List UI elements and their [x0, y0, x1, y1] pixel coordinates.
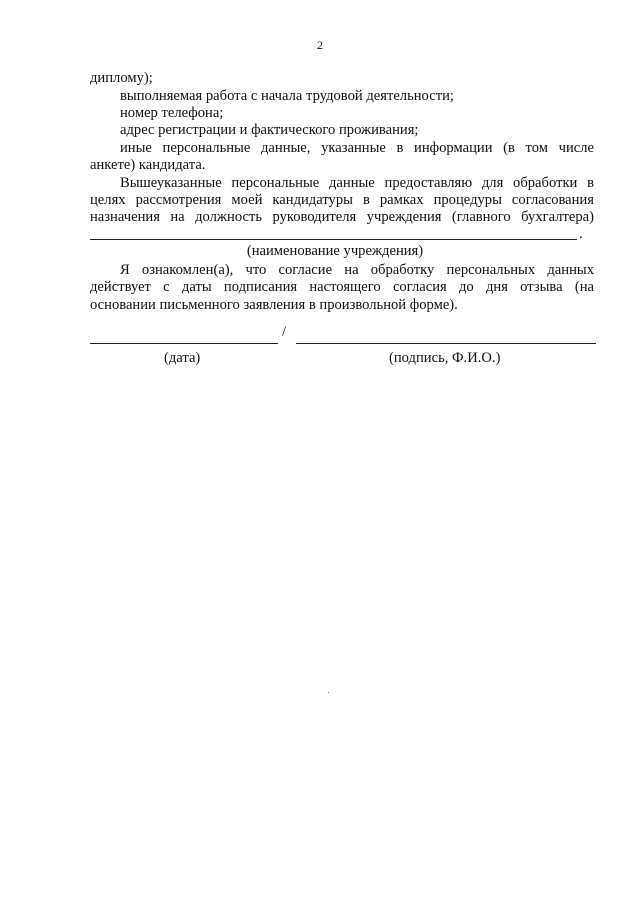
text-line: основании письменного заявления в произвольной форме). [90, 297, 458, 313]
text-line: целях рассмотрения моей кандидатуры в рамках процедуры согласования [90, 192, 594, 208]
signature-caption: (подпись, Ф.И.О.) [389, 350, 501, 366]
text-line-end: . [579, 226, 583, 242]
date-line [90, 343, 278, 344]
signature-separator: / [282, 324, 287, 340]
text-line: действует с даты подписания настоящего согласия до дня отзыва (на [90, 279, 594, 295]
date-caption: (дата) [164, 350, 201, 366]
text-line: выполняемая работа с начала трудовой деятельности; [120, 88, 454, 104]
text-line: диплому); [90, 70, 153, 86]
text-line: иные персональные данные, указанные в информации (в том числе [120, 140, 594, 156]
text-line: анкете) кандидата. [90, 157, 206, 173]
signature-line [296, 343, 596, 344]
institution-name-line [90, 239, 577, 240]
text-line: адрес регистрации и фактического проживания; [120, 122, 419, 138]
scan-speck [328, 692, 329, 693]
text-line: Я ознакомлен(а), что согласие на обработку персональных данных [120, 262, 594, 278]
text-line: Вышеуказанные персональные данные предоставляю для обработки в [120, 175, 594, 191]
institution-caption: (наименование учреждения) [246, 243, 424, 259]
page-number: 2 [317, 38, 323, 52]
text-line: назначения на должность руководителя учреждения (главного бухгалтера) [90, 209, 594, 225]
text-line: номер телефона; [120, 105, 224, 121]
